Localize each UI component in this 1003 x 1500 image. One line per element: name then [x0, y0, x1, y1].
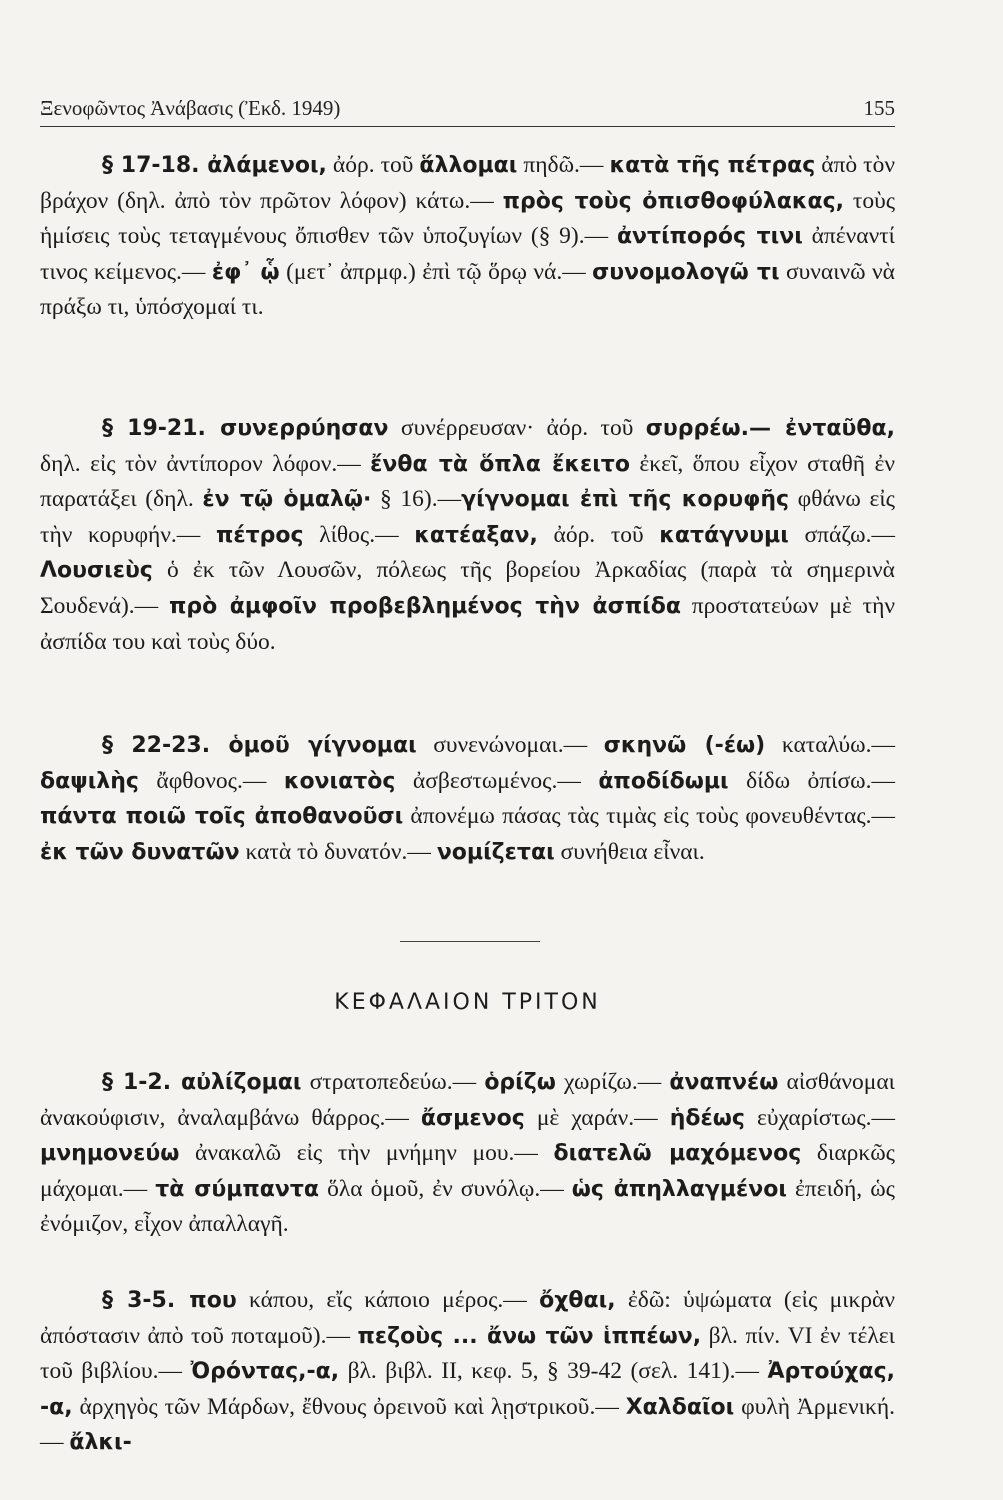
paragraph-17-18	[40, 148, 895, 326]
gloss: σπάζω.—	[788, 521, 896, 548]
gloss: συναινῶ νὰ πράξω τι, ὑπόσχομαί τι.	[40, 258, 895, 321]
section-divider	[400, 941, 540, 942]
header-rule	[40, 126, 895, 127]
gloss: ἀπονέμω πάσας τὰς τιμὰς εἰς τοὺς φονευθέντας.—	[403, 803, 895, 830]
term: κατέαξαν,	[414, 522, 538, 548]
gloss: εὐχαρίστως.—	[744, 1104, 895, 1131]
term: Ἀρτούχας, -α,	[40, 1359, 895, 1420]
term: τὰ σύμπαντα	[155, 1176, 320, 1202]
gloss: διαρκῶς μάχομαι.—	[40, 1140, 895, 1202]
term: ἐφ᾿ ᾧ	[211, 259, 280, 285]
term: πρὸς τοὺς ὀπισθοφύλακας,	[502, 188, 844, 214]
term: Λουσιεὺς	[40, 558, 153, 584]
gloss: ἀπέναντί τινος κείμενος.—	[40, 223, 895, 285]
gloss: δηλ. εἰς τὸν ἀντίπορον λόφον.—	[40, 450, 371, 477]
gloss: φθάνω εἰς τὴν κορυφήν.—	[40, 486, 895, 548]
running-title: Ξενοφῶντος Ἀνάβασις (Ἐκδ. 1949)	[40, 96, 341, 120]
gloss: δίδω ὀπίσω.—	[728, 767, 895, 794]
gloss: συνήθεια εἶναι.	[554, 838, 705, 865]
paragraph-19-21	[40, 411, 895, 660]
paragraph-22-23	[40, 728, 895, 870]
term: ὡς ἀπηλλαγμένοι	[571, 1176, 787, 1202]
term: δαψιλὴς	[40, 768, 139, 794]
term: ἐν τῷ ὁμαλῷ·	[202, 487, 372, 513]
page-number: 155	[863, 96, 895, 120]
gloss: στρατοπεδεύω.—	[301, 1069, 485, 1095]
term: πέτρος	[215, 522, 304, 548]
gloss: ἐκεῖ, ὅπου εἶχον σταθῆ ἐν παρατάξει (δηλ.	[40, 450, 896, 513]
gloss: συνέρρευσαν· ἀόρ. τοῦ	[388, 415, 646, 441]
term: κονιατὸς	[283, 768, 396, 794]
gloss: ἐπειδή, ὡς ἐνόμιζον, εἶχον ἀπαλλαγῆ.	[40, 1175, 895, 1238]
chapter-heading: ΚΕΦΑΛΑΙΟΝ ΤΡΙΤΟΝ	[334, 990, 601, 1015]
gloss: ὅλα ὁμοῦ, ἐν συνόλῳ.—	[319, 1175, 572, 1202]
term: σκηνῶ (-έω)	[603, 733, 766, 758]
term: ἐκ τῶν δυνατῶν	[40, 839, 240, 865]
gloss: ἀόρ. τοῦ	[326, 152, 420, 178]
term: ὁρίζω	[484, 1070, 556, 1095]
gloss: ὁ ἐκ τῶν Λουσῶν, πόλεως τῆς βορείου Ἀρκαδίας (παρὰ τὰ σημερινὰ Σουδενά).—	[40, 557, 895, 619]
term: κατὰ τῆς πέτρας	[609, 153, 816, 178]
gloss: κατὰ τὸ δυνατόν.—	[239, 838, 437, 865]
term: ἡδέως	[669, 1105, 745, 1131]
gloss: φυλὴ Ἀρμενική.—	[40, 1393, 895, 1456]
term: § 1-2. αὐλίζομαι	[102, 1070, 302, 1095]
gloss: μὲ χαράν.—	[524, 1104, 670, 1131]
term: ὄχθαι,	[539, 1288, 616, 1313]
gloss: ἀπὸ τὸν βράχον (δηλ. ἀπὸ τὸν πρῶτον λόφον) κάτω.—	[40, 152, 895, 214]
term: § 19-21. συνερρύησαν	[102, 416, 389, 441]
term: μνημονεύω	[40, 1141, 180, 1167]
gloss: λίθος.—	[303, 521, 415, 548]
term: ἅλλομαι	[419, 153, 518, 178]
term: διατελῶ μαχόμενος	[553, 1141, 802, 1167]
gloss: ἀνακαλῶ εἰς τὴν μνήμην μου.—	[179, 1140, 554, 1167]
term: νομίζεται	[436, 839, 555, 865]
term: πεζοὺς ... ἄνω τῶν ἱππέων,	[357, 1323, 702, 1349]
gloss: χωρίζω.—	[555, 1069, 670, 1095]
term: πρὸ ἀμφοῖν προβεβλημένος τὴν ἀσπίδα	[168, 593, 681, 619]
gloss: τοὺς ἡμίσεις τοὺς τεταγμένους ὄπισθεν τῶν ὑποζυγίων (§ 9).—	[40, 187, 896, 250]
running-header	[40, 96, 895, 121]
gloss: κάπου, εἴς κάποιο μέρος.—	[236, 1287, 540, 1313]
term: § 22-23. ὁμοῦ γίγνομαι	[102, 733, 417, 758]
term: ἀναπνέω	[669, 1070, 779, 1095]
term: ἄσμενος	[420, 1105, 525, 1131]
term: Ὀρόντας,-α,	[190, 1359, 340, 1385]
gloss: ἀόρ. τοῦ	[537, 521, 660, 548]
gloss: αἰσθάνομαι ἀνακούφισιν, ἀναλαμβάνω θάρρος.—	[40, 1069, 895, 1131]
term: ἔνθα τὰ ὅπλα ἔκειτο	[370, 451, 630, 477]
gloss: (μετ᾿ ἀπρμφ.) ἐπὶ τῷ ὅρῳ νά.—	[279, 258, 593, 285]
paragraph-1-2	[40, 1065, 895, 1243]
term: ἀποδίδωμι	[598, 768, 729, 794]
gloss: § 16).—	[371, 486, 462, 513]
gloss: συνενώνομαι.—	[416, 732, 604, 758]
term: συρρέω.— ἐνταῦθα,	[645, 416, 895, 441]
gloss: ἀρχηγὸς τῶν Μάρδων, ἔθνους ὀρεινοῦ καὶ λῃστρικοῦ.—	[72, 1393, 626, 1420]
term: πάντα ποιῶ τοῖς ἀποθανοῦσι	[40, 804, 404, 830]
gloss: πηδῶ.—	[517, 152, 610, 178]
term: ἄλκι-	[69, 1430, 132, 1456]
gloss: ἀσβεστωμένος.—	[395, 767, 599, 794]
term: § 3-5. που	[102, 1288, 237, 1313]
gloss: προστατεύων μὲ τὴν ἀσπίδα του καὶ τοὺς δύο.	[40, 592, 895, 655]
term: § 17-18. ἀλάμενοι,	[102, 153, 327, 178]
gloss: ἄφθονος.—	[138, 767, 284, 794]
gloss: καταλύω.—	[765, 732, 895, 758]
term: κατάγνυμι	[659, 522, 789, 548]
gloss: ἐδῶ: ὑψώματα (εἰς μικρὰν ἀπόστασιν ἀπὸ τοῦ ποταμοῦ).—	[40, 1287, 895, 1349]
term: ἀντίπορός τινι	[616, 224, 803, 250]
gloss: βλ. πίν. VI ἐν τέλει τοῦ βιβλίου.—	[40, 1322, 895, 1385]
term: γίγνομαι ἐπὶ τῆς κορυφῆς	[461, 487, 790, 513]
paragraph-3-5	[40, 1283, 895, 1461]
gloss: βλ. βιβλ. II, κεφ. 5, § 39-42 (σελ. 141).—	[339, 1358, 768, 1385]
term: Χαλδαῖοι	[625, 1394, 735, 1420]
term: συνομολογῶ τι	[592, 259, 780, 285]
